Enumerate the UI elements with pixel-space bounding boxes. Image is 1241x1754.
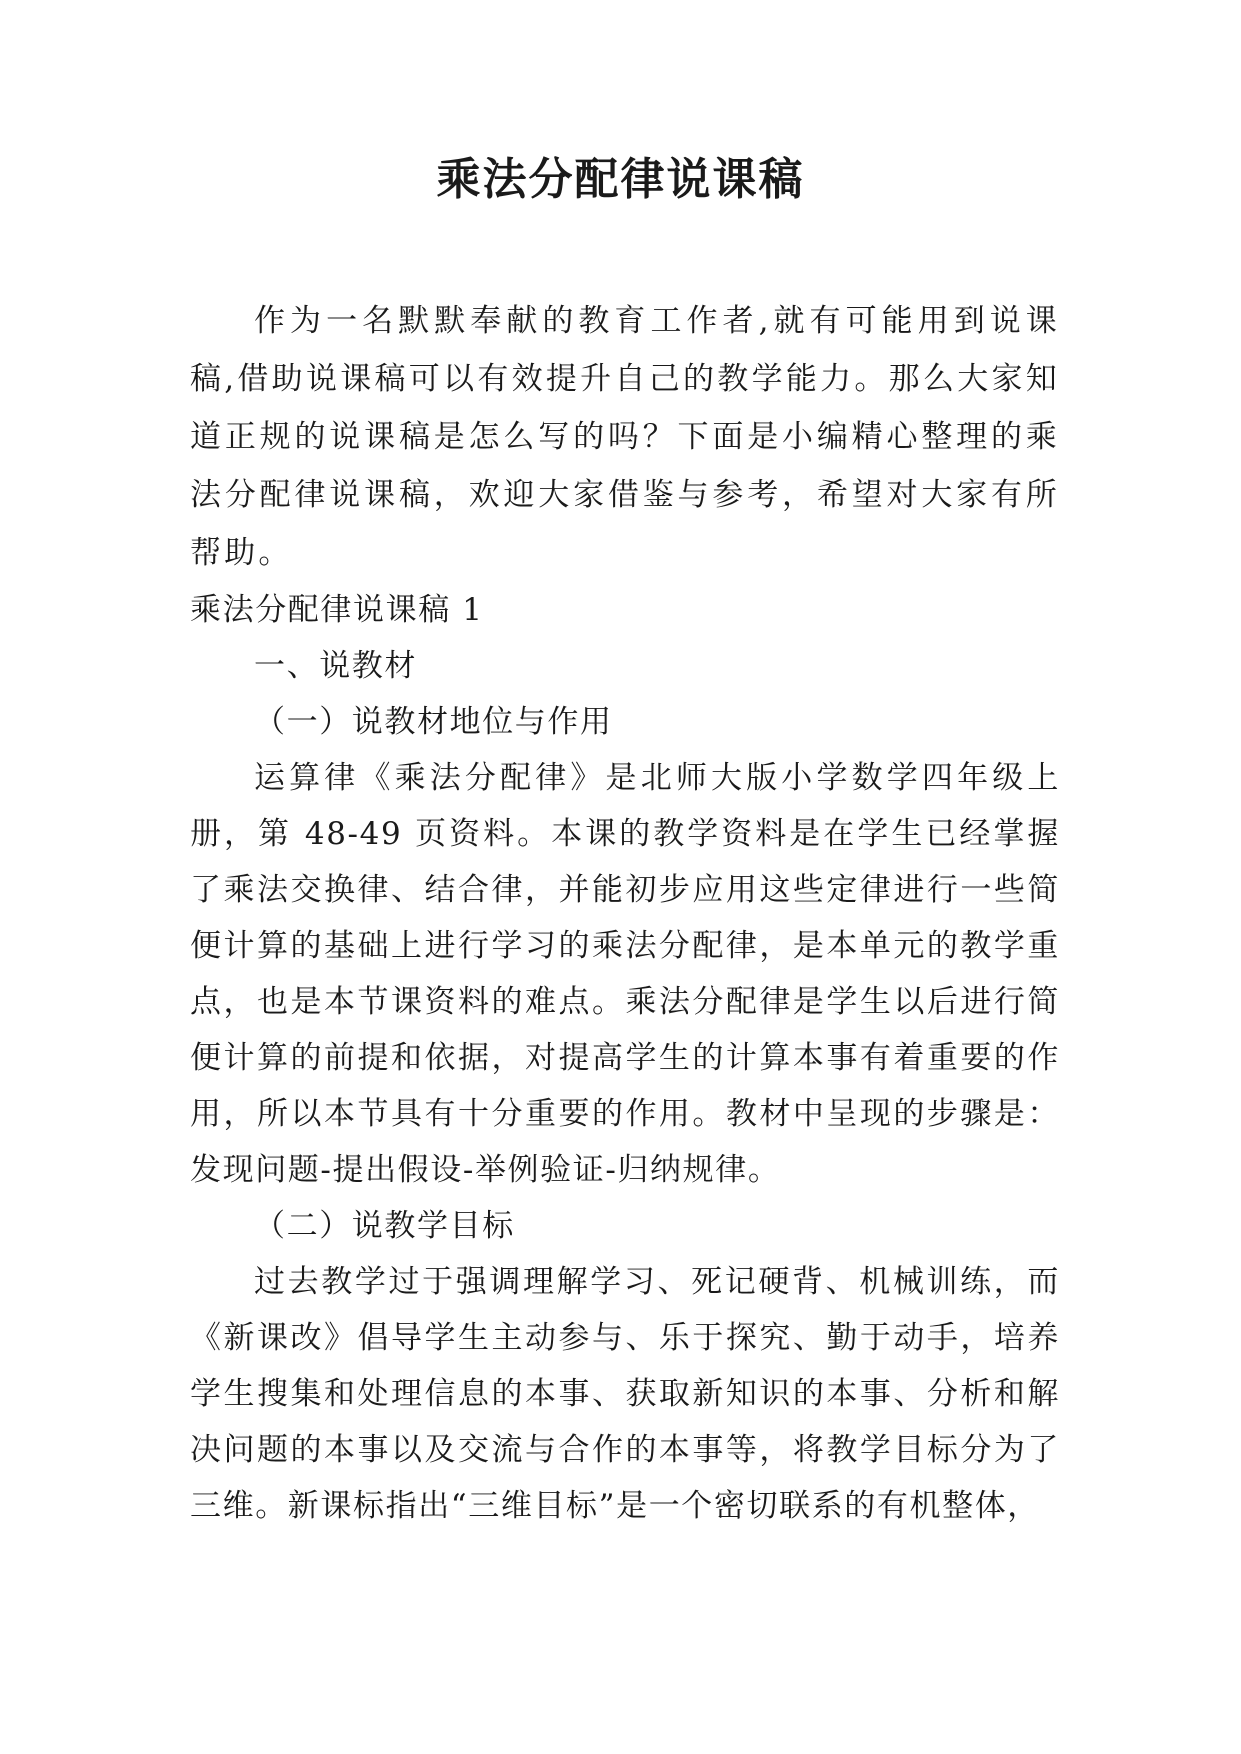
section-1 bbox=[190, 582, 1060, 1534]
subheading-teaching-goals: （二）说教学目标 bbox=[254, 1208, 515, 1244]
section-heading: 乘法分配律说课稿 1 bbox=[190, 592, 484, 628]
subheading-material-role: （一）说教材地位与作用 bbox=[254, 704, 613, 740]
intro-block bbox=[190, 292, 1060, 582]
part-heading-teaching-material: 一、说教材 bbox=[254, 648, 417, 684]
document-title: 乘法分配律说课稿 bbox=[436, 154, 805, 205]
intro-paragraph: 作为一名默默奉献的教育工作者,就有可能用到说课稿,借助说课稿可以有效提升自己的教学能力。那么大家知道正规的说课稿是怎么写的吗？下面是小编精心整理的乘法分配律说课稿，欢迎大家借鉴与参考，希望对大家有所帮助。 bbox=[190, 303, 1060, 571]
paragraph-material-role: 运算律《乘法分配律》是北师大版小学数学四年级上册，第 48-49 页资料。本课的教学资料是在学生已经掌握了乘法交换律、结合律，并能初步应用这些定律进行一些简便计算的基础上进行学习的乘法分配律，是本单元的教学重点，也是本节课资料的难点。乘法分配律是学生以后进行简便计算的前提和依据，对提高学生的计算本事有着重要的作用，所以本节具有十分重要的作用。教材中呈现的步骤是：发现问题-提出假设-举例验证-归纳规律。 bbox=[190, 760, 1060, 1188]
paragraph-teaching-goals: 过去教学过于强调理解学习、死记硬背、机械训练，而《新课改》倡导学生主动参与、乐于探究、勤于动手，培养学生搜集和处理信息的本事、获取新知识的本事、分析和解决问题的本事以及交流与合作的本事等，将教学目标分为了三维。新课标指出“三维目标”是一个密切联系的有机整体， bbox=[190, 1264, 1060, 1524]
